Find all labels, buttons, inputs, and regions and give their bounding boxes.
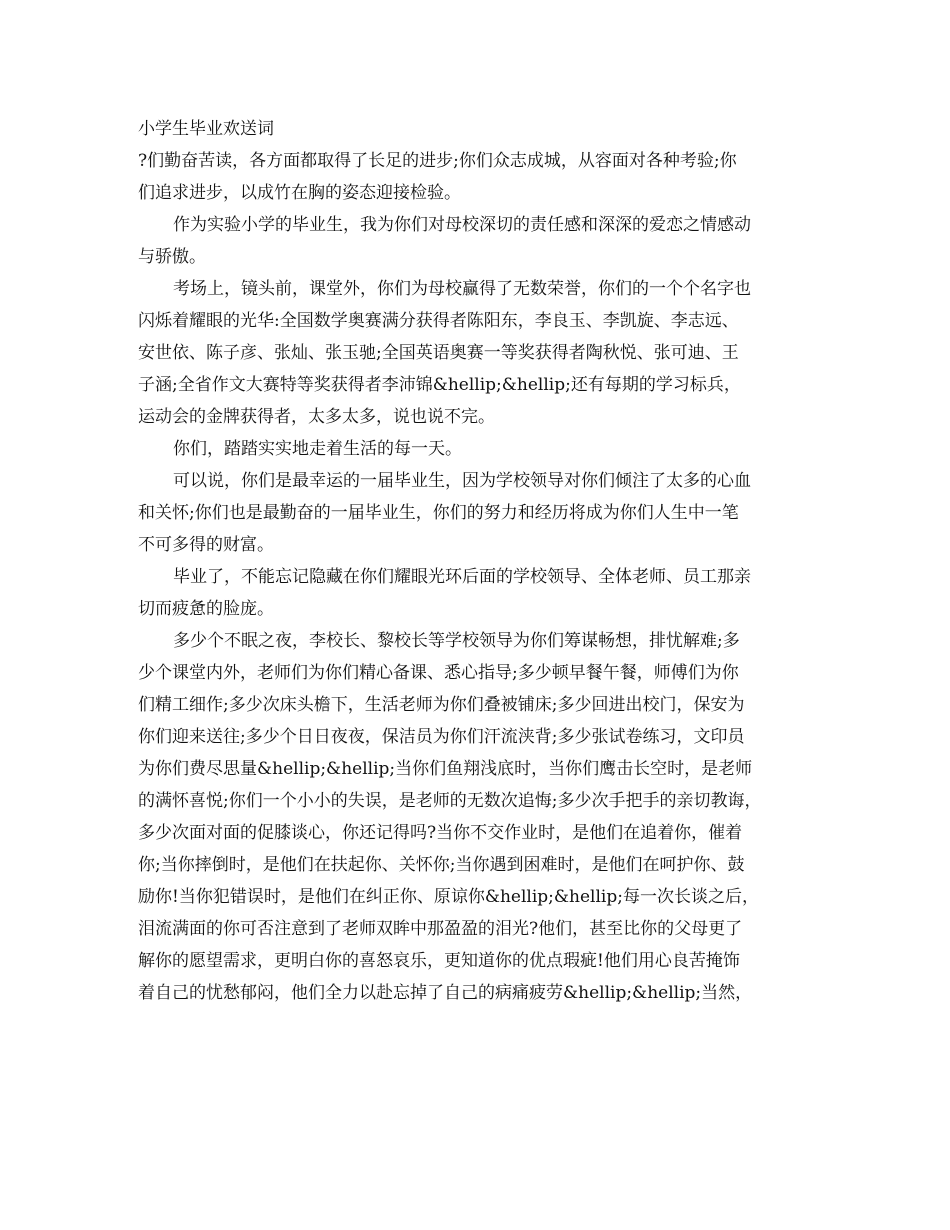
paragraph-list [138, 145, 818, 1009]
text-line: 解你的愿望需求，更明白你的喜怒哀乐，更知道你的优点瑕疵!他们用心良苦掩饰 [138, 951, 740, 971]
text-line: 切而疲惫的脸庞。 [138, 599, 274, 619]
text-line: 安世依、陈子彦、张灿、张玉驰;全国英语奥赛一等奖获得者陶秋悦、张可迪、王 [138, 343, 739, 363]
document-body [138, 113, 818, 1009]
text-line: 子涵;全省作文大赛特等奖获得者李沛锦&hellip;&hellip;还有每期的学习标兵， [138, 375, 741, 395]
paragraph [138, 145, 818, 209]
text-line: 作为实验小学的毕业生，我为你们对母校深切的责任感和深深的爱恋之情感动 [173, 215, 751, 235]
text-line: 为你们费尽思量&hellip;&hellip;当你们鱼翔浅底时，当你们鹰击长空时，是老师 [138, 759, 753, 779]
text-line: 你们迎来送往;多少个日日夜夜，保洁员为你们汗流浃背;多少张试卷练习，文印员 [138, 727, 745, 747]
text-line: 毕业了，不能忘记隐藏在你们耀眼光环后面的学校领导、全体老师、员工那亲 [173, 567, 751, 587]
text-line: 闪烁着耀眼的光华:全国数学奥赛满分获得者陈阳东，李良玉、李凯旋、李志远、 [138, 311, 739, 331]
paragraph [138, 625, 818, 1009]
text-line: 们追求进步，以成竹在胸的姿态迎接检验。 [138, 183, 461, 203]
text-line: 你;当你摔倒时，是他们在扶起你、关怀你;当你遇到困难时，是他们在呵护你、鼓 [138, 855, 745, 875]
text-line: 励你!当你犯错误时，是他们在纠正你、原谅你&hellip;&hellip;每一次长谈之后， [138, 887, 759, 907]
text-line: 的满怀喜悦;你们一个小小的失误，是老师的无数次追悔;多少次手把手的亲切教诲， [138, 791, 762, 811]
text-line: 着自己的忧愁郁闷，他们全力以赴忘掉了自己的病痛疲劳&hellip;&hellip;当然， [138, 983, 753, 1003]
text-line: 多少次面对面的促膝谈心，你还记得吗?当你不交作业时，是他们在追着你，催着 [138, 823, 743, 843]
text-line: 们精工细作;多少次床头檐下，生活老师为你们叠被铺床;多少回进出校门，保安为 [138, 695, 745, 715]
paragraph [138, 273, 818, 433]
text-line: ?们勤奋苦读，各方面都取得了长足的进步;你们众志成城，从容面对各种考验;你 [138, 151, 737, 171]
text-line: 可以说，你们是最幸运的一届毕业生，因为学校领导对你们倾注了太多的心血 [173, 471, 751, 491]
text-line: 你们，踏踏实实地走着生活的每一天。 [173, 439, 462, 459]
text-line: 与骄傲。 [138, 247, 206, 267]
text-line: 泪流满面的你可否注意到了老师双眸中那盈盈的泪光?他们，甚至比你的父母更了 [138, 919, 743, 939]
paragraph [138, 433, 818, 465]
text-line: 考场上，镜头前，课堂外，你们为母校赢得了无数荣誉，你们的一个个名字也 [173, 279, 751, 299]
text-line: 不可多得的财富。 [138, 535, 274, 555]
text-line: 和关怀;你们也是最勤奋的一届毕业生，你们的努力和经历将成为你们人生中一笔 [138, 503, 739, 523]
text-line: 多少个不眠之夜，李校长、黎校长等学校领导为你们筹谋畅想，排忧解难;多 [173, 631, 740, 651]
text-line: 运动会的金牌获得者，太多太多，说也说不完。 [138, 407, 495, 427]
document-title: 小学生毕业欢送词 [138, 119, 274, 139]
text-line: 少个课堂内外，老师们为你们精心备课、悉心指导;多少顿早餐午餐，师傅们为你 [138, 663, 739, 683]
paragraph [138, 465, 818, 561]
paragraph [138, 561, 818, 625]
paragraph [138, 209, 818, 273]
